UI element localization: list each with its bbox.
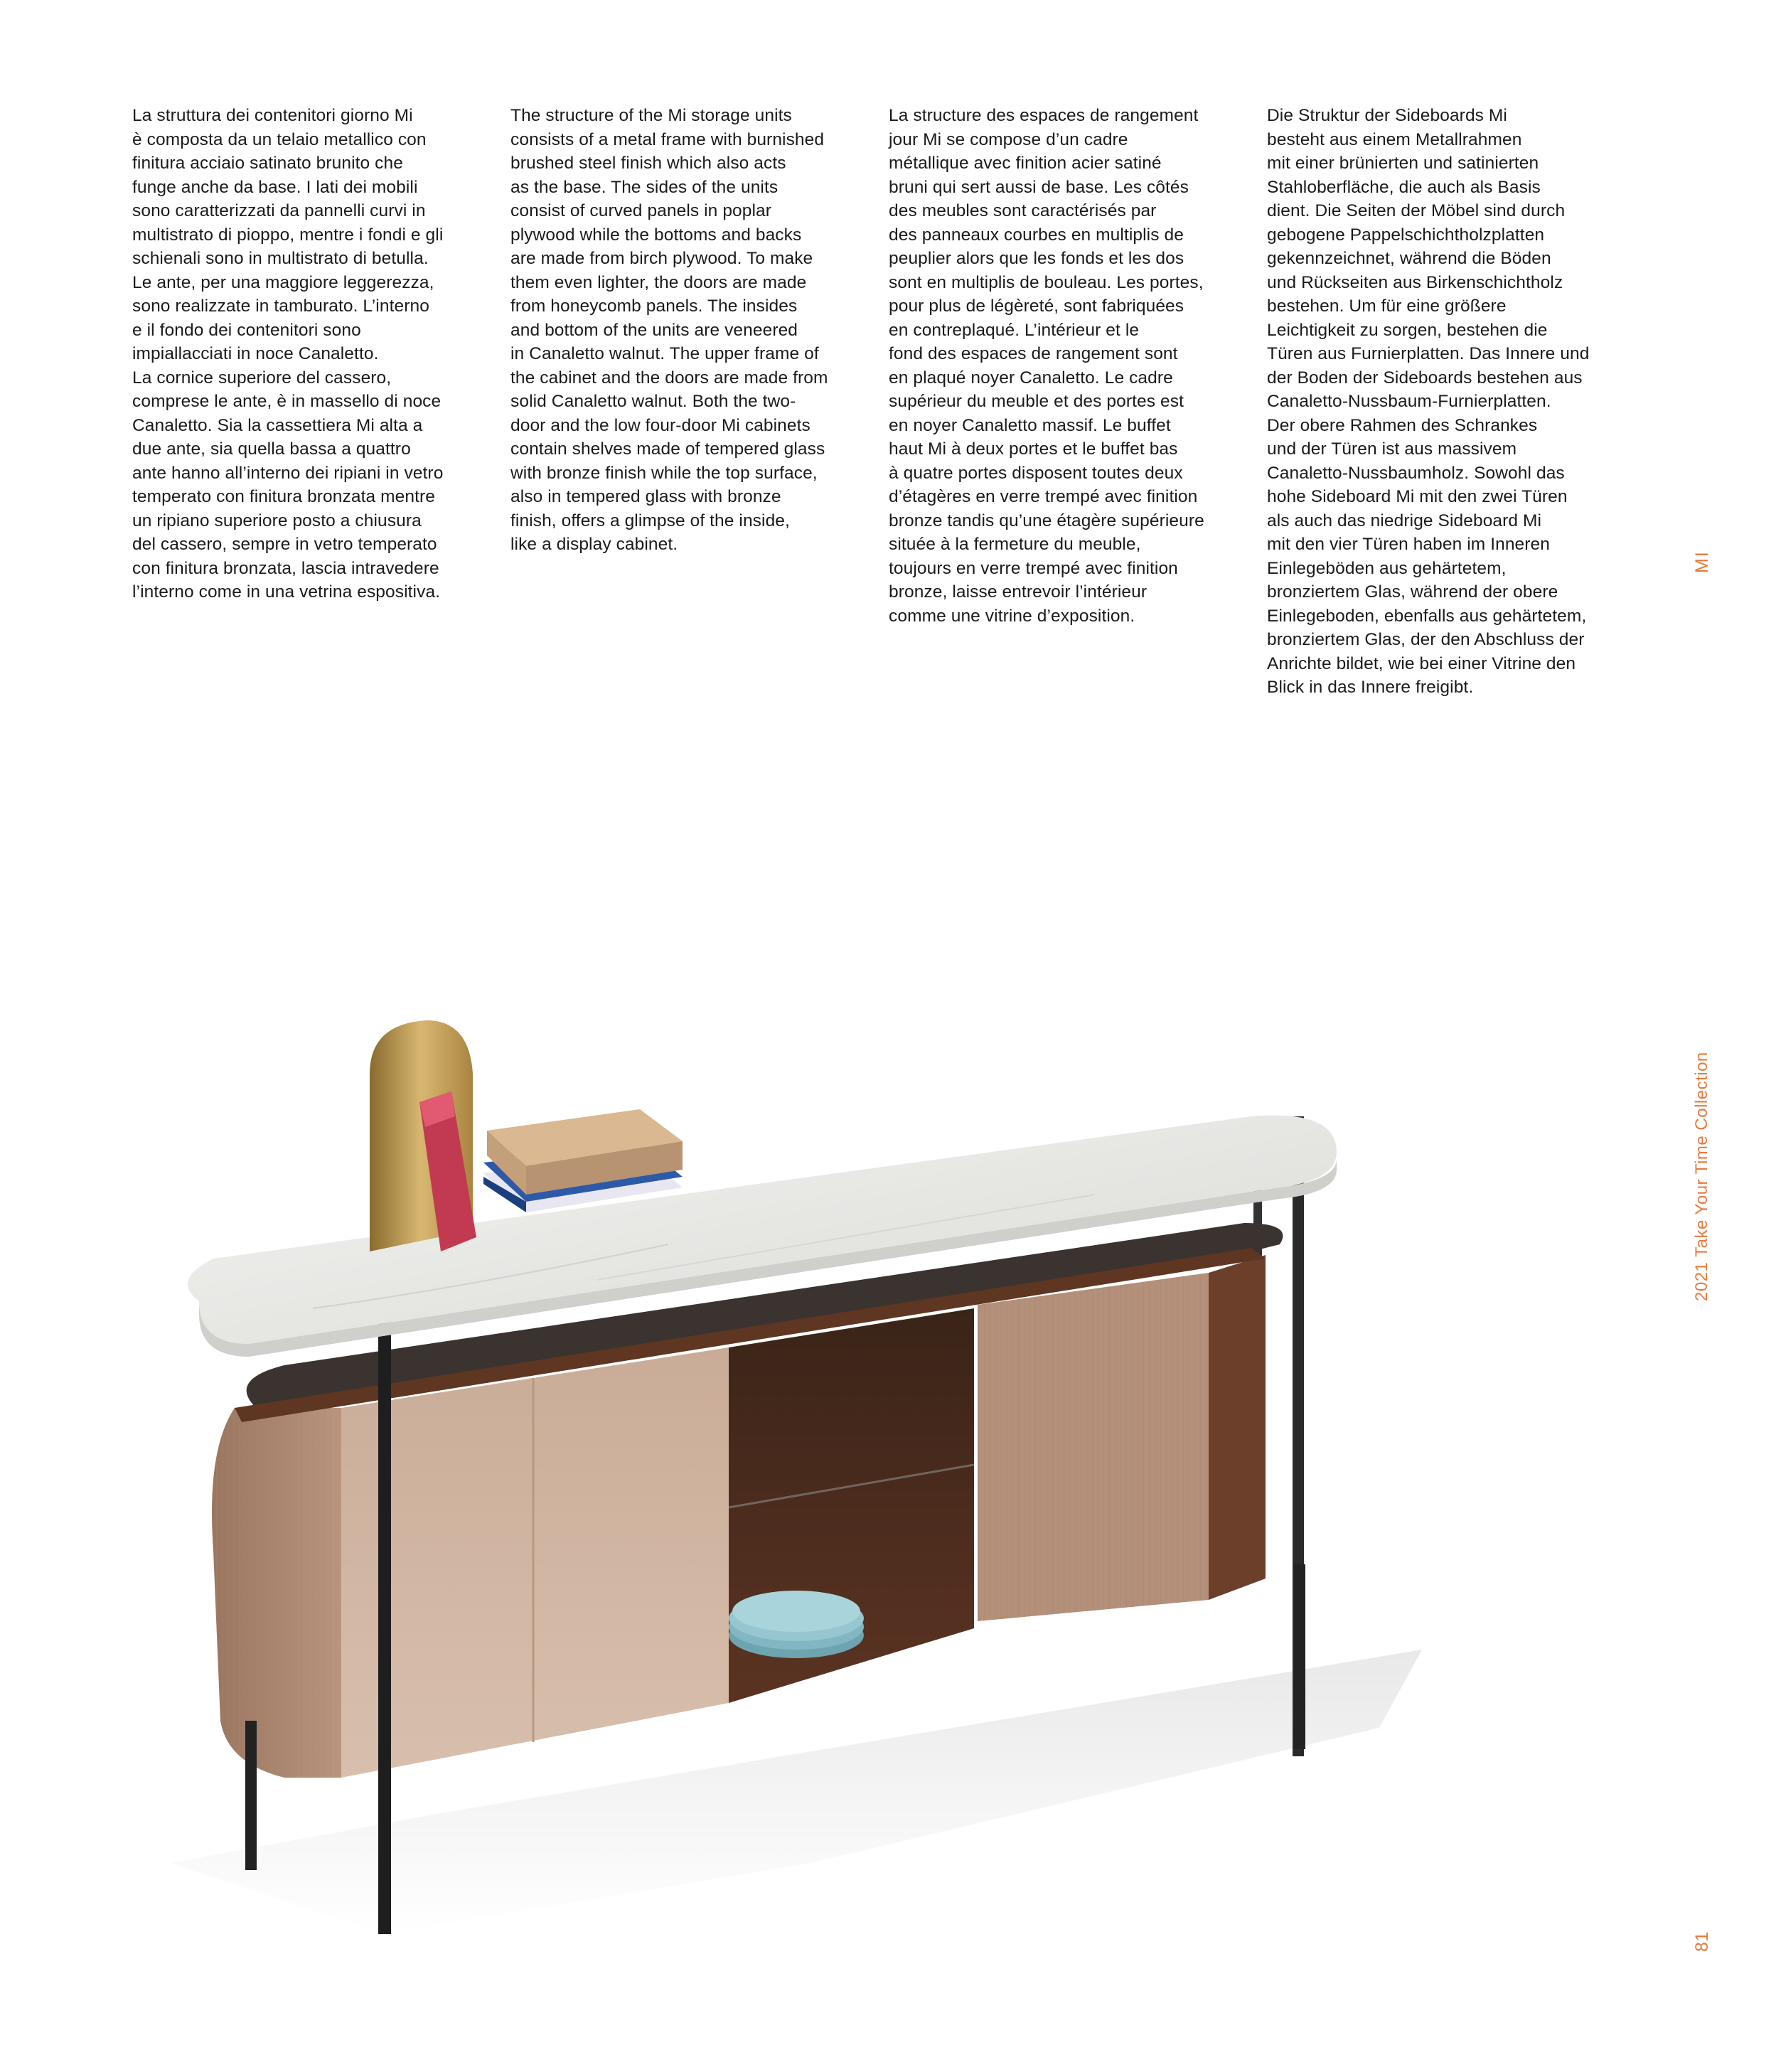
column-italian: La struttura dei contenitori giorno Mi è composta da un telaio metallico con finitura acciaio satinato brunito che funge anche da base. I lati dei mobili sono caratterizzati da pannelli curvi in multistrato di pioppo, mentre i fondi e gli schienali sono in multistrato di betulla. Le ante, per una maggiore leggerezza, sono realizzate in tamburato. L’interno e il fondo dei contenitori sono impiallacciati in noce Canaletto. La cornice superiore del cassero, comprese le ante, è in massello di noce Canaletto. Sia la cassettiera Mi alta a due ante, sia quella bassa a quattro ante hanno all’interno dei ripiani in vetro temperato con finitura bronzata mentre un ripiano superiore posto a chiusura del cassero, sempre in vetro temperato con finitura bronzata, lascia intravedere l’interno come in una vetrina espositiva. [132, 106, 444, 602]
collection-label: 2021 Take Your Time Collection [1692, 1052, 1711, 1301]
section-label: MI [1692, 550, 1712, 573]
column-german: Die Struktur der Sideboards Mi besteht aus einem Metallrahmen mit einer brünierten und satinierten Stahloberfläche, die auch als Basis dient. Die Seiten der Möbel sind durch gebogene Pappelschichtholzplatten gekennzeichnet, während die Böden und Rückseiten aus Birkenschichtholz bestehen. Um für eine größere Leichtigkeit zu sorgen, bestehen die Türen aus Furnierplatten. Das Innere und der Boden der Sideboards bestehen aus Canaletto-Nussbaum-Furnierplatten. Der obere Rahmen des Schrankes und der Türen ist aus massivem Canaletto-Nussbaumholz. Sowohl das hohe Sideboard Mi mit den zwei Türen als auch das niedrige Sideboard Mi mit den vier Türen haben im Inneren Einlegeböden aus gehärtetem, bronziertem Glas, während der obere Einlegeboden, ebenfalls aus gehärtetem, bronziertem Glas, der den Abschluss der Anrichte bildet, wie bei einer Vitrine den Blick in das Innere freigibt. [1267, 106, 1590, 697]
text-columns [132, 104, 1611, 715]
sideboard-photo [171, 1010, 1507, 1991]
column-french: La structure des espaces de rangement jour Mi se compose d’un cadre métallique avec finition acier satiné bruni qui sert aussi de base. Les côtés des meubles sont caractérisés par des panneaux courbes en multiplis de peuplier alors que les fonds et les dos sont en multiplis de bouleau. Les portes, pour plus de légèreté, sont fabriquées en contreplaqué. L’intérieur et le fond des espaces de rangement sont en plaqué noyer Canaletto. Le cadre supérieur du meuble et des portes est en noyer Canaletto massif. Le buffet haut Mi à deux portes et le buffet bas à quatre portes disposent toutes deux d’étagères en verre trempé avec finition bronze tandis qu’une étagère supérieure située à la fermeture du meuble, toujours en verre trempé avec finition bronze, laisse entrevoir l’intérieur comme une vitrine d’exposition. [889, 106, 1204, 626]
column-english: The structure of the Mi storage units consists of a metal frame with burnished brushed steel finish which also acts as the base. The sides of the units consist of curved panels in poplar plywood while the bottoms and backs are made from birch plywood. To make them even lighter, the doors are made from honeycomb panels. The insides and bottom of the units are veneered in Canaletto walnut. The upper frame of the cabinet and the doors are made from solid Canaletto walnut. Both the two- door and the low four-door Mi cabinets contain shelves made of tempered glass with bronze finish while the top surface, also in tempered glass with bronze finish, offers a glimpse of the inside, like a display cabinet. [510, 106, 828, 554]
page-number: 81 [1692, 1931, 1712, 1952]
